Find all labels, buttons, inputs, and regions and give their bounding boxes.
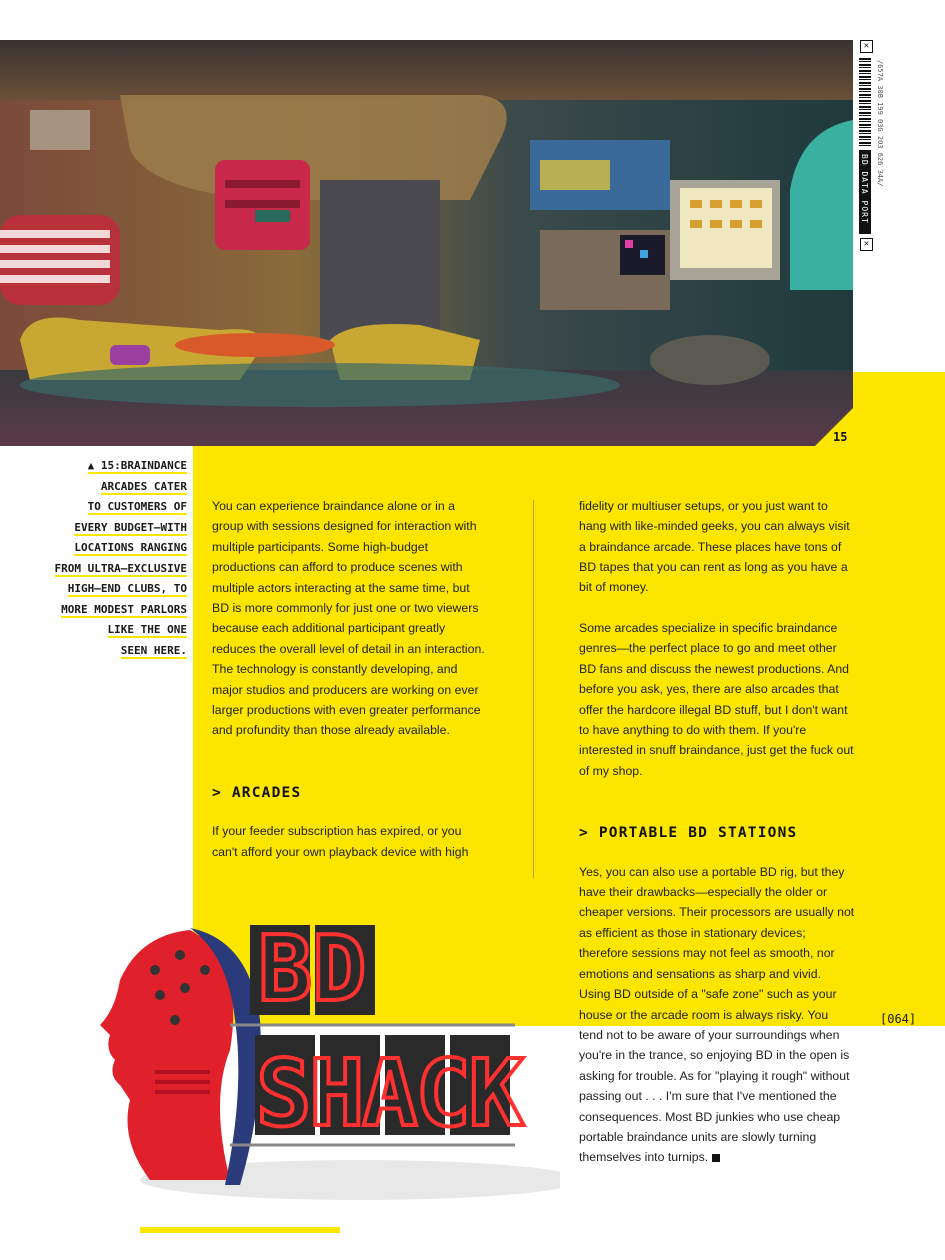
arcades-heading: > ARCADES (212, 784, 302, 801)
body-column-right (579, 496, 855, 1188)
figure-number: 15 (833, 430, 848, 444)
close-icon: ✕ (860, 40, 873, 53)
sign-text-shack: SHACK (256, 1040, 524, 1147)
caption-line: ARCADES CATER (100, 479, 187, 493)
column-divider (533, 500, 534, 878)
accent-bar (140, 1227, 340, 1233)
arcades-paragraph: If your feeder subscription has expired, or you can't afford your own playback device with high (212, 824, 469, 859)
caption-line: TO CUSTOMERS OF (87, 500, 187, 513)
caption-line: FROM ULTRA—EXCLUSIVE (54, 561, 187, 575)
caption-line: ▲ 15:BRAINDANCE (87, 459, 187, 472)
figure-caption (17, 456, 187, 661)
caption-line: LOCATIONS RANGING (74, 541, 187, 554)
sign-text-bd: BD (258, 917, 367, 1022)
side-code (876, 60, 886, 220)
caption-line: HIGH—END CLUBS, TO (67, 582, 187, 595)
braindance-arcade-illustration (0, 40, 853, 446)
caption-line: MORE MODEST PARLORS (61, 602, 187, 616)
caption-line: EVERY BUDGET—WITH (74, 520, 187, 534)
page-number: [064] (880, 1012, 917, 1026)
arcades-continuation (579, 496, 855, 598)
data-port-label (859, 150, 871, 234)
caption-line: LIKE THE ONE (107, 623, 187, 636)
close-icon: ✕ (860, 238, 873, 251)
side-code-text: /657A 30B 199 03G 2O3 626 34A/ (876, 60, 884, 187)
arcades-continuation-text (579, 496, 855, 598)
portable-text: Yes, you can also use a portable BD rig, but they have their drawbacks—especially the older or cheaper versions. Their processors are usually not as efficient as those in stationary devices; therefore sessions may not feel as smooth, nor emotions and sensations as sharp and vivid. Using BD outside of a "safe zone" such as your house or the arcade room is always risky. You tend not to be aware of your surroundings when you're in the trance, so enjoying BD in the open is asking for trouble. As for "playing it rough" without passing out . . . I'm sure that I've mentioned the consequences. Most BD junkies who use cheap portable braindance units are slowly turning themselves into turnips. (579, 864, 855, 1165)
body-column-left (212, 496, 488, 883)
intro-paragraph: You can experience braindance alone or in a group with sessions designed for interaction with multiple participants. Some high-budget productions can afford to produce scenes with multiple actors interacting at the same time, but BD is more commonly for just one or two viewers because each additional participant greatly reduces the overall level of detail in an interaction. The technology is constantly developing, and major studios and producers are working on ever larger productions with even greater performance and profundity than those already available. (212, 499, 485, 738)
barcode-icon (859, 58, 871, 148)
bd-shack-sign-illustration (60, 900, 560, 1200)
arcades-paragraph-2: Some arcades specialize in specific braindance genres—the perfect place to go and meet other BD fans and discuss the newest productions. And before you ask, yes, there are also arcades that offer the hardcore illegal BD stuff, but I don't want to have anything to do with them. If you're interested in snuff braindance, just get the fuck out of my shop. (579, 621, 854, 778)
yellow-margin-panel (853, 372, 945, 1026)
arcades-paragraph-continued: fidelity or multiuser setups, or you just want to hang with like-minded geeks, you can always visit a braindance arcade. These places have tons of BD tapes that you can rent as long as you have a bit of money. (579, 498, 850, 595)
data-port-text: BD DATA PORT (860, 154, 869, 224)
portable-paragraph (579, 862, 855, 1168)
caption-line: SEEN HERE. (120, 643, 187, 657)
portable-heading: > PORTABLE BD STATIONS (579, 825, 798, 842)
end-mark-icon (712, 1154, 720, 1162)
